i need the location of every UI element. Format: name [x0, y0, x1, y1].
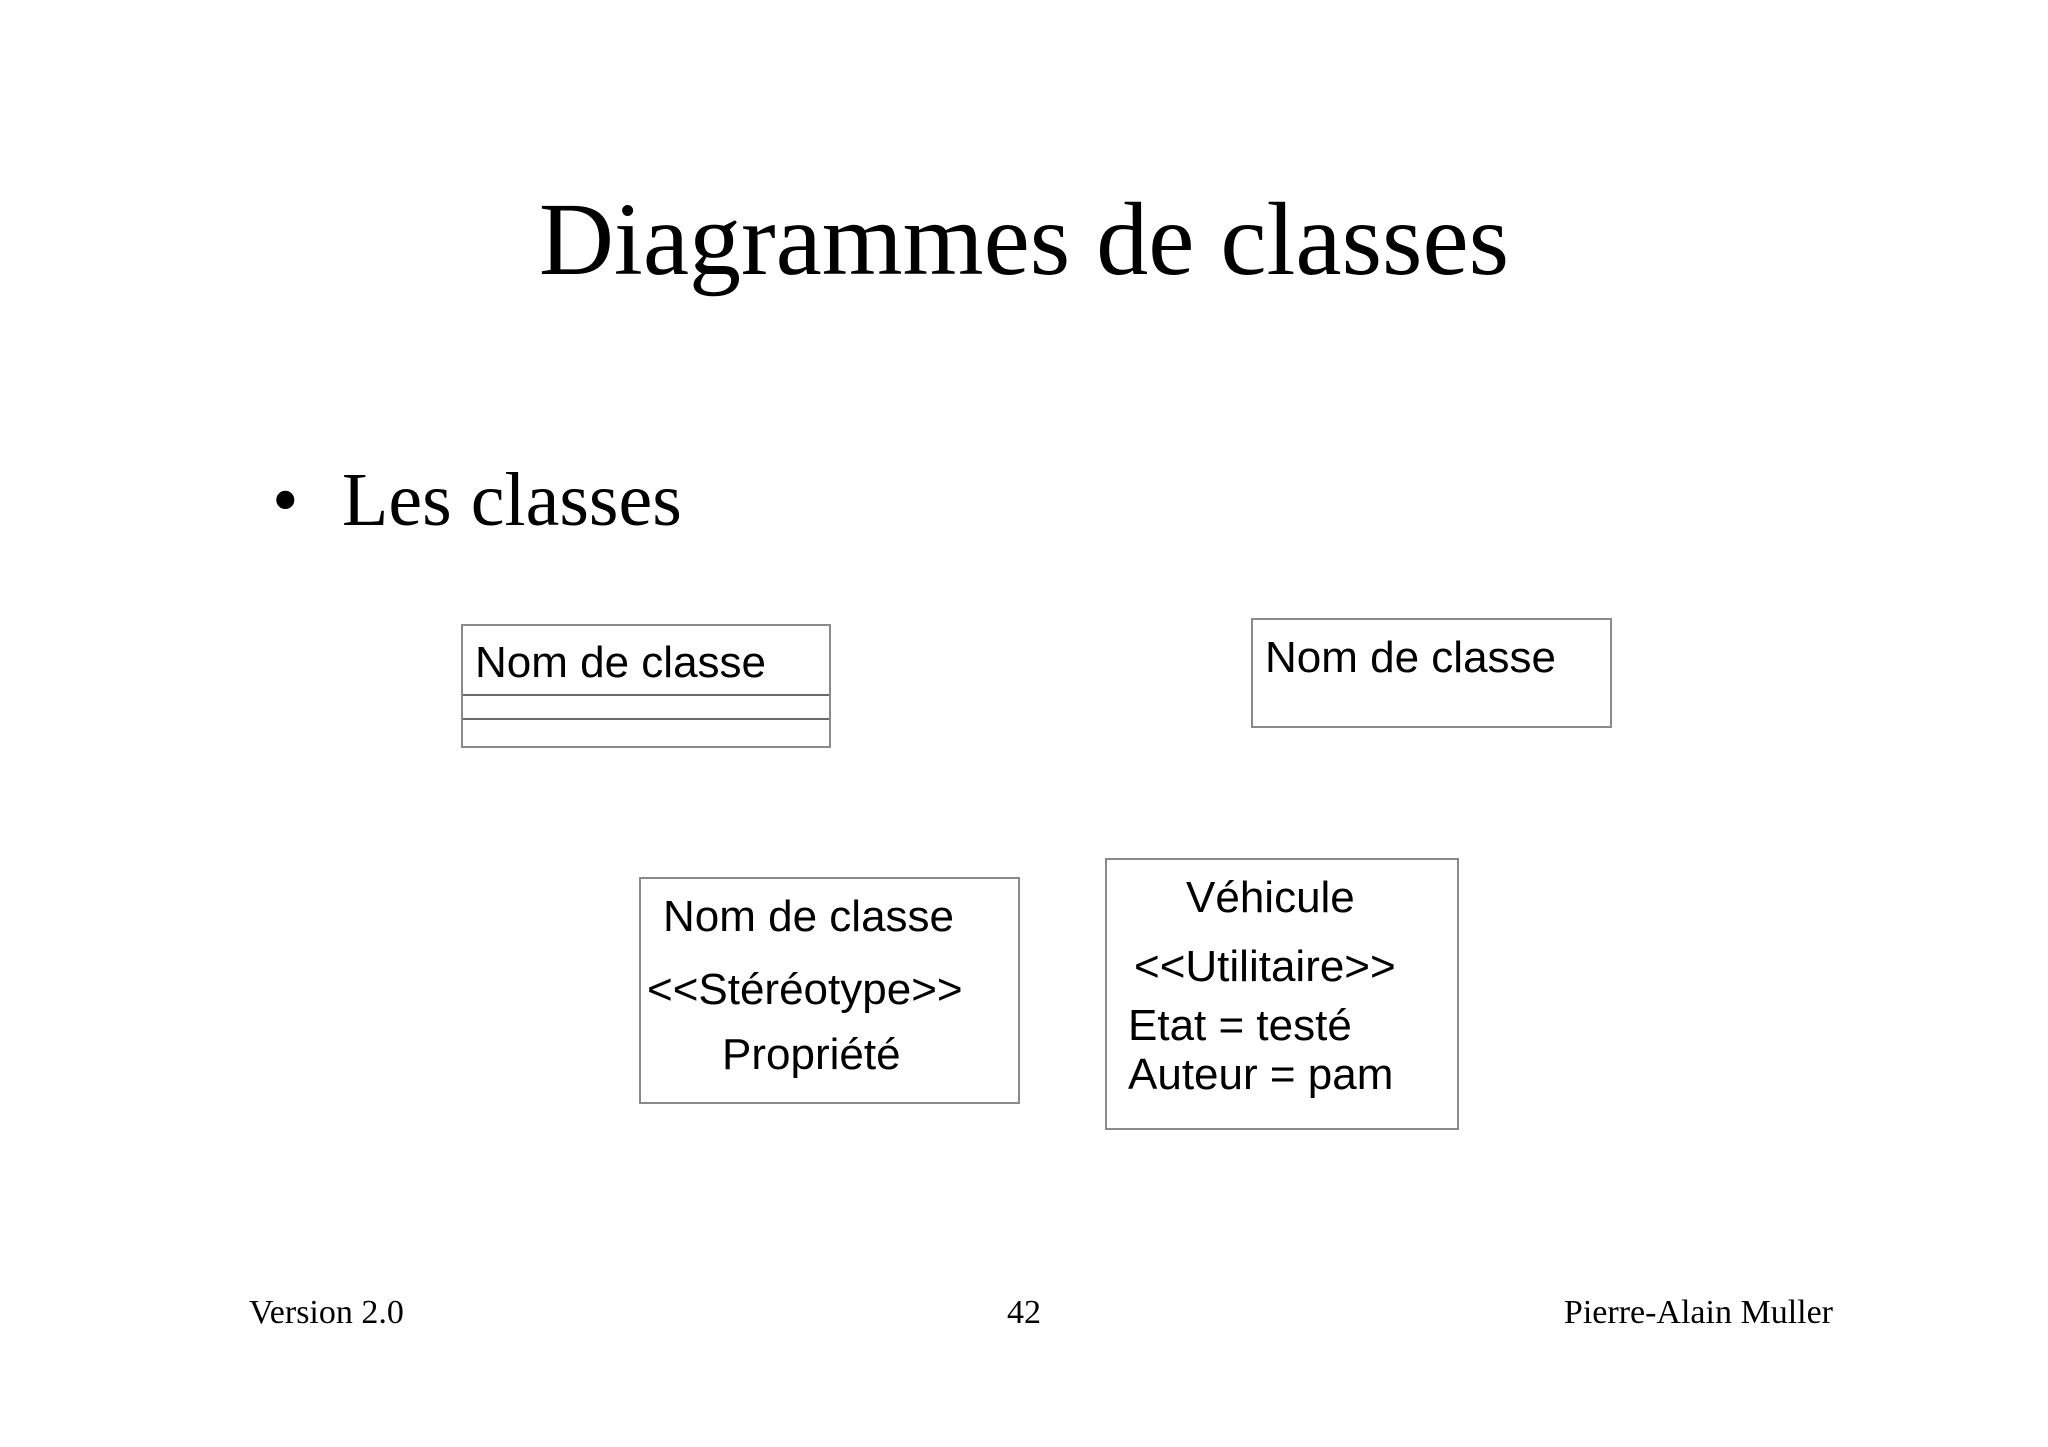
class-property: Propriété [722, 1030, 901, 1079]
class-stereotype: <<Utilitaire>> [1134, 942, 1396, 991]
class-property: Auteur = pam [1128, 1050, 1394, 1099]
bullet-marker: • [272, 458, 299, 542]
class-name: Nom de classe [1265, 633, 1557, 682]
class-stereotype: <<Stéréotype>> [647, 965, 963, 1014]
attributes-compartment-divider [463, 694, 829, 696]
bullet-text: Les classes [342, 458, 682, 542]
bullet-item [272, 458, 682, 542]
class-name: Véhicule [1186, 873, 1355, 922]
footer-author: Pierre-Alain Muller [1563, 1294, 1833, 1331]
footer-version: Version 2.0 [249, 1294, 404, 1331]
slide-title: Diagrammes de classes [538, 182, 1510, 297]
class-property: Etat = testé [1128, 1001, 1352, 1050]
class-box-stereotype [639, 877, 1020, 1104]
class-box-compartments [461, 624, 831, 748]
class-name: Nom de classe [475, 638, 767, 687]
operations-compartment-divider [463, 718, 829, 720]
class-box-vehicule [1105, 858, 1459, 1130]
class-name: Nom de classe [663, 892, 955, 941]
class-box-simple [1251, 618, 1612, 728]
footer-page-number: 42 [1007, 1294, 1041, 1331]
